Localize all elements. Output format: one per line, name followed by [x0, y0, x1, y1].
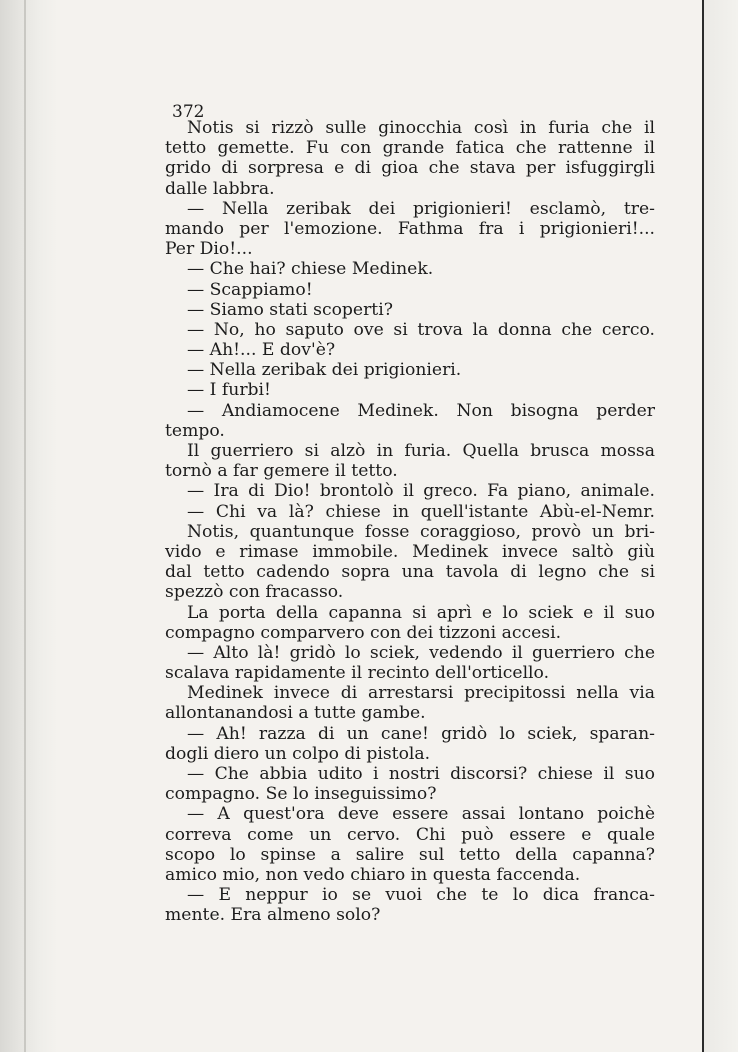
text-line: tempo.: [165, 420, 225, 441]
text-line: amico mio, non vedo chiaro in questa faccenda.: [165, 864, 581, 885]
text-line: Medinek invece di arrestarsi precipitossi nella via: [187, 683, 655, 704]
text-line: — Che abbia udito i nostri discorsi? chiese il suo: [187, 764, 655, 784]
text-line: — Scappiamo!: [187, 279, 313, 300]
text-line: Notis, quantunque fosse coraggioso, provò un bri-: [187, 521, 655, 542]
text-line: — Siamo stati scoperti?: [187, 299, 393, 320]
text-line: — E neppur io se vuoi che te lo dica franca-: [187, 885, 655, 906]
text-line: compagno comparvero con dei tizzoni accesi.: [165, 622, 562, 643]
text-line: La porta della capanna si aprì e lo sciek e il suo: [187, 602, 655, 623]
text-line: dalle labbra.: [165, 178, 275, 199]
text-line: — Nella zeribak dei prigionieri.: [187, 360, 462, 381]
text-line: — Alto là! gridò lo sciek, vedendo il guerriero che: [187, 642, 655, 663]
text-line: dogli diero un colpo di pistola.: [165, 743, 431, 764]
text-line: scalava rapidamente il recinto dell'orticello.: [165, 663, 550, 684]
text-line: mente. Era almeno solo?: [165, 905, 381, 926]
text-line: — I furbi!: [187, 380, 271, 401]
text-line: scopo lo spinse a salire sul tetto della capanna?: [165, 844, 655, 865]
binding-gutter: [0, 0, 58, 1052]
gutter-line: [24, 0, 26, 1052]
text-line: spezzò con fracasso.: [165, 582, 344, 603]
text-line: Per Dio!...: [165, 239, 253, 260]
text-line: — Andiamocene Medinek. Non bisogna perder: [187, 400, 655, 421]
text-line: — Ah!... E dov'è?: [187, 340, 336, 361]
text-line: correva come un cervo. Chi può essere e quale: [165, 824, 655, 845]
text-line: — Che hai? chiese Medinek.: [187, 259, 434, 280]
text-line: vido e rimase immobile. Medinek invece saltò giù: [165, 541, 655, 562]
page-edge-shade: [704, 0, 738, 1052]
text-line: — Ira di Dio! brontolò il greco. Fa piano, animale.: [187, 481, 655, 502]
text-line: compagno. Se lo inseguissimo?: [165, 784, 437, 805]
text-line: — Ah! razza di un cane! gridò lo sciek, sparan-: [187, 723, 655, 744]
text-line: dal tetto cadendo sopra una tavola di legno che si: [165, 562, 655, 583]
text-line: — A quest'ora deve essere assai lontano poichè: [187, 804, 655, 825]
text-line: grido di sorpresa e di gioa che stava per isfuggirgli: [165, 158, 655, 179]
text-line: allontanandosi a tutte gambe.: [165, 703, 426, 724]
page-number: 372: [172, 102, 205, 122]
text-line: — Nella zeribak dei prigionieri! esclamò, tre-: [187, 198, 655, 219]
body-text: [165, 118, 655, 926]
text-line: Notis si rizzò sulle ginocchia così in furia che il: [187, 118, 655, 138]
text-line: tetto gemette. Fu con grande fatica che rattenne il: [165, 138, 655, 159]
text-line: — Chi va là? chiese in quell'istante Abù-el-Nemr.: [187, 501, 655, 522]
text-line: Il guerriero si alzò in furia. Quella brusca mossa: [187, 441, 655, 461]
text-line: tornò a far gemere il tetto.: [165, 461, 398, 482]
text-line: — No, ho saputo ove si trova la donna che cerco.: [187, 319, 655, 340]
text-line: mando per l'emozione. Fathma fra i prigionieri!...: [165, 218, 655, 239]
